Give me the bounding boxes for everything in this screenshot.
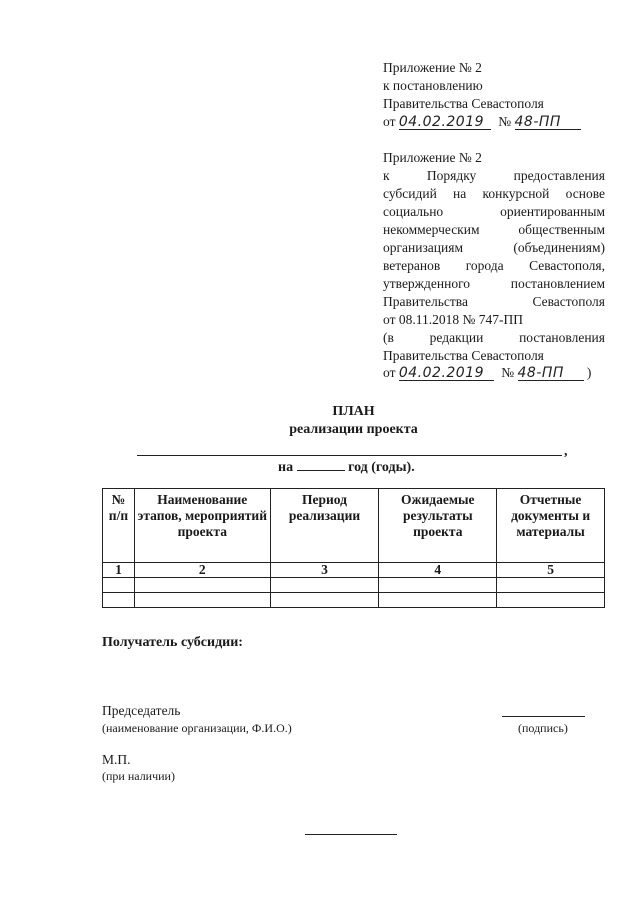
appendix-second-text-3: некоммерческим общественным (383, 222, 605, 237)
appendix-top-line3: Правительства Севастополя (383, 96, 544, 111)
plan-table (102, 488, 605, 608)
title-comma: , (564, 444, 568, 459)
recipient-label: Получатель субсидии: (102, 635, 243, 650)
table-row (103, 593, 605, 608)
appendix-second-text-4: организациям (объединениям) (383, 240, 605, 255)
table-cell[interactable] (134, 593, 270, 608)
table-number-row (103, 563, 605, 578)
org-caption: (наименование организации, Ф.И.О.) (102, 721, 292, 735)
appendix-second-date-row (383, 365, 591, 381)
column-number: 3 (270, 563, 379, 578)
appendix-second-text-0: к Порядку предоставления (383, 168, 605, 183)
appendix-second-text-1: субсидий на конкурсной основе (383, 186, 605, 201)
year-row (278, 458, 415, 476)
table-header: Наименование этапов, мероприятий проекта (134, 489, 270, 563)
year-suffix: год (годы). (348, 460, 415, 475)
date-prefix: от (383, 365, 396, 380)
table-cell[interactable] (270, 578, 379, 593)
table-header: Период реализации (270, 489, 379, 563)
appendix-second-text-8: от 08.11.2018 № 747-ПП (383, 312, 523, 327)
appendix-second-text-10: Правительства Севастополя (383, 348, 544, 363)
stamp-label: М.П. (102, 752, 131, 767)
table-header: Отчетные документы и материалы (497, 489, 605, 563)
year-prefix: на (278, 460, 294, 475)
appendix-second-text-6: утвержденного постановлением (383, 276, 605, 291)
appendix-second-text-5: ветеранов города Севастополя, (383, 258, 605, 273)
column-number: 4 (379, 563, 497, 578)
table-cell[interactable] (134, 578, 270, 593)
page-title: ПЛАН (332, 404, 375, 419)
column-number: 5 (497, 563, 605, 578)
handwritten-number: 48-ПП (515, 115, 581, 130)
footer-divider (305, 834, 397, 835)
table-cell[interactable] (270, 593, 379, 608)
table-header: Ожидаемые результаты проекта (379, 489, 497, 563)
signature-caption: (подпись) (518, 721, 568, 735)
table-row (103, 578, 605, 593)
appendix-second-text-9: (в редакции постановления (383, 330, 605, 345)
page-subtitle: реализации проекта (289, 422, 418, 437)
chairman-label: Председатель (102, 703, 181, 718)
number-prefix: № (498, 114, 512, 129)
table-cell[interactable] (103, 593, 135, 608)
appendix-second-text-7: Правительства Севастополя (383, 294, 605, 309)
stamp-caption: (при наличии) (102, 769, 175, 783)
table-cell[interactable] (379, 578, 497, 593)
closing-paren: ) (586, 365, 592, 380)
appendix-top-line1: Приложение № 2 (383, 60, 482, 75)
year-blank (297, 458, 345, 471)
table-cell[interactable] (103, 578, 135, 593)
appendix-top-line2: к постановлению (383, 78, 483, 93)
handwritten-date: 04.02.2019 (399, 115, 491, 130)
appendix-second-line1: Приложение № 2 (383, 150, 482, 165)
table-header: № п/п (103, 489, 135, 563)
date-prefix: от (383, 114, 396, 129)
table-cell[interactable] (497, 578, 605, 593)
column-number: 1 (103, 563, 135, 578)
handwritten-number: 48-ПП (518, 366, 584, 381)
column-number: 2 (134, 563, 270, 578)
table-cell[interactable] (379, 593, 497, 608)
project-name-blank (137, 455, 562, 456)
appendix-top-date-row (383, 114, 581, 130)
table-header-row (103, 489, 605, 563)
signature-line (502, 716, 585, 717)
number-prefix: № (501, 365, 515, 380)
table-cell[interactable] (497, 593, 605, 608)
appendix-second-text-2: социально ориентированным (383, 204, 605, 219)
handwritten-date: 04.02.2019 (399, 366, 494, 381)
